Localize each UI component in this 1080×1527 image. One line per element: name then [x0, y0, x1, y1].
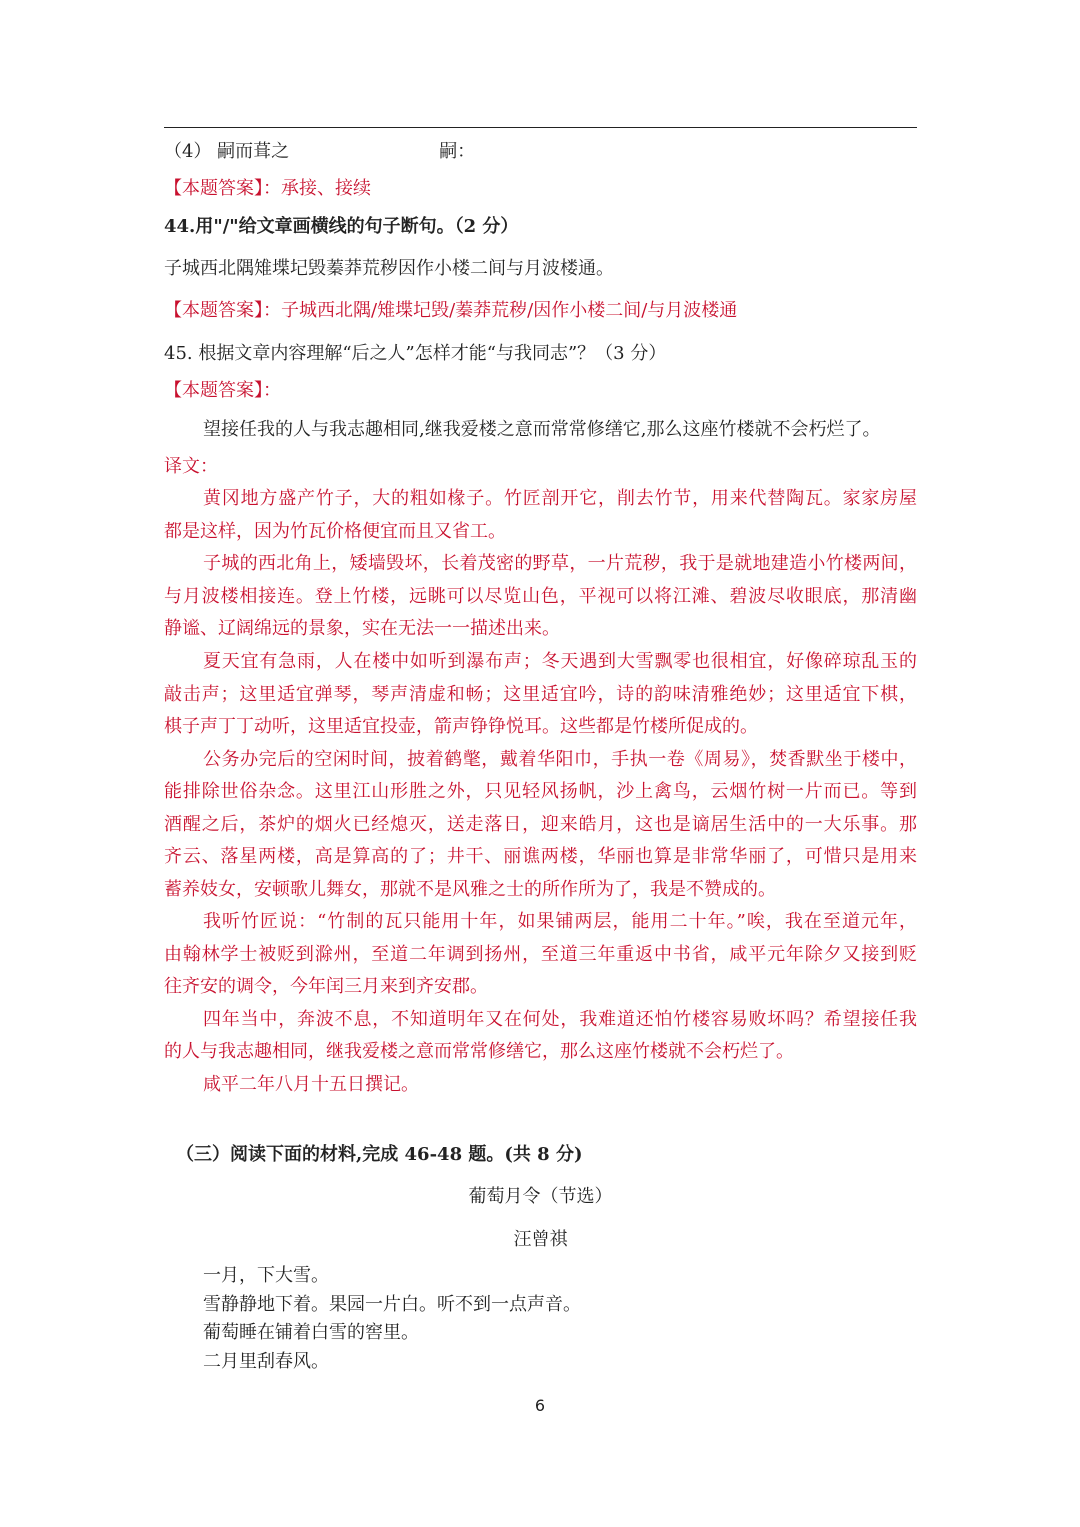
page-number: 6 — [534, 1396, 546, 1415]
q45-answer: 望接任我的人与我志趣相同,继我爱楼之意而常常修缮它,那么这座竹楼就不会朽烂了。 — [203, 419, 881, 440]
answer-text: 承接、接续 — [281, 178, 371, 199]
q43-answer — [164, 177, 917, 201]
header-rule — [164, 127, 917, 128]
q43-item-4 — [164, 140, 917, 164]
translation-line: 蓄养妓女，安顿歌儿舞女，那就不是风雅之士的所作所为了，我是不赞成的。 — [164, 879, 776, 900]
poem-line: 葡萄睡在铺着白雪的窖里。 — [203, 1322, 419, 1343]
q44-sentence: 子城西北隅雉堞圮毁蓁莽荒秽因作小楼二间与月波楼通。 — [164, 258, 614, 279]
poem-title: 葡萄月令（节选） — [468, 1186, 613, 1207]
poem-line: 雪静静地下着。果园一片白。听不到一点声音。 — [203, 1294, 581, 1315]
translation-line: 棋子声丁丁动听，这里适宜投壶，箭声铮铮悦耳。这些都是竹楼所促成的。 — [164, 716, 758, 737]
answer-text: 子城西北隅/雉堞圮毁/蓁莽荒秽/因作小楼二间/与月波楼通 — [281, 300, 738, 321]
poem-line: 二月里刮春风。 — [203, 1351, 329, 1372]
translation-line: 与月波楼相接连。登上竹楼，远眺可以尽览山色，平视可以将江滩、碧波尽收眼底，那清幽 — [164, 586, 917, 607]
q45-title: 45. 根据文章内容理解“后之人”怎样才能“与我同志”？（3 分） — [164, 343, 667, 364]
translation-line: 能排除世俗杂念。这里江山形胜之外，只见轻风扬帆，沙上禽鸟，云烟竹树一片而已。等到 — [164, 781, 917, 802]
translation-line: 齐云、落星两楼，高是算高的了；井干、丽谯两楼，华丽也算是非常华丽了，可惜只是用来 — [164, 846, 917, 867]
q45-answer-label: 【本题答案】： — [164, 380, 281, 401]
translation-line: 往齐安的调令，今年闰三月来到齐安郡。 — [164, 976, 488, 997]
q44-answer — [164, 299, 917, 323]
answer-label: 【本题答案】： — [164, 178, 281, 199]
translation-line: 四年当中，奔波不息，不知道明年又在何处，我难道还怕竹楼容易败坏吗？希望接任我 — [203, 1009, 917, 1030]
section3-title: （三）阅读下面的材料,完成 46-48 题。(共 8 分) — [176, 1144, 583, 1165]
translation-line: 的人与我志趣相同，继我爱楼之意而常常修缮它，那么这座竹楼就不会朽烂了。 — [164, 1041, 794, 1062]
translation-line: 敲击声；这里适宜弹琴，琴声清虚和畅；这里适宜吟，诗的韵味清雅绝妙；这里适宜下棋， — [164, 684, 917, 705]
translation-line: 酒醒之后，茶炉的烟火已经熄灭，送走落日，迎来皓月，这也是谪居生活中的一大乐事。那 — [164, 814, 917, 835]
translation-line: 夏天宜有急雨，人在楼中如听到瀑布声；冬天遇到大雪飘零也很相宜，好像碎琼乱玉的 — [203, 651, 917, 672]
translation-line: 都是这样，因为竹瓦价格便宜而且又省工。 — [164, 521, 506, 542]
translation-line: 公务办完后的空闲时间，披着鹤氅，戴着华阳巾，手执一卷《周易》，焚香默坐于楼中， — [203, 749, 917, 770]
translation-label: 译文： — [164, 456, 218, 477]
translation-line: 由翰林学士被贬到滁州，至道二年调到扬州，至道三年重返中书省，咸平元年除夕又接到贬 — [164, 944, 917, 965]
translation-line: 子城的西北角上，矮墙毁坏，长着茂密的野草，一片荒秽，我于是就地建造小竹楼两间， — [203, 553, 917, 574]
q44-title: 44.用"/"给文章画横线的句子断句。（2 分） — [164, 216, 519, 237]
translation-line: 咸平二年八月十五日撰记。 — [203, 1074, 419, 1095]
poem-author: 汪曾祺 — [513, 1229, 568, 1250]
poem-line: 一月，下大雪。 — [203, 1265, 329, 1286]
answer-label: 【本题答案】： — [164, 300, 281, 321]
translation-line: 黄冈地方盛产竹子，大的粗如椽子。竹匠剖开它，削去竹节，用来代替陶瓦。家家房屋 — [203, 488, 917, 509]
translation-line: 我听竹匠说：“竹制的瓦只能用十年，如果铺两层，能用二十年。”唉，我在至道元年， — [203, 911, 917, 932]
q43-item-4-word: 嗣： — [439, 141, 476, 162]
translation-line: 静谧、辽阔绵远的景象，实在无法一一描述出来。 — [164, 618, 560, 639]
q43-item-4-label: （4） 嗣而葺之 — [164, 141, 290, 162]
